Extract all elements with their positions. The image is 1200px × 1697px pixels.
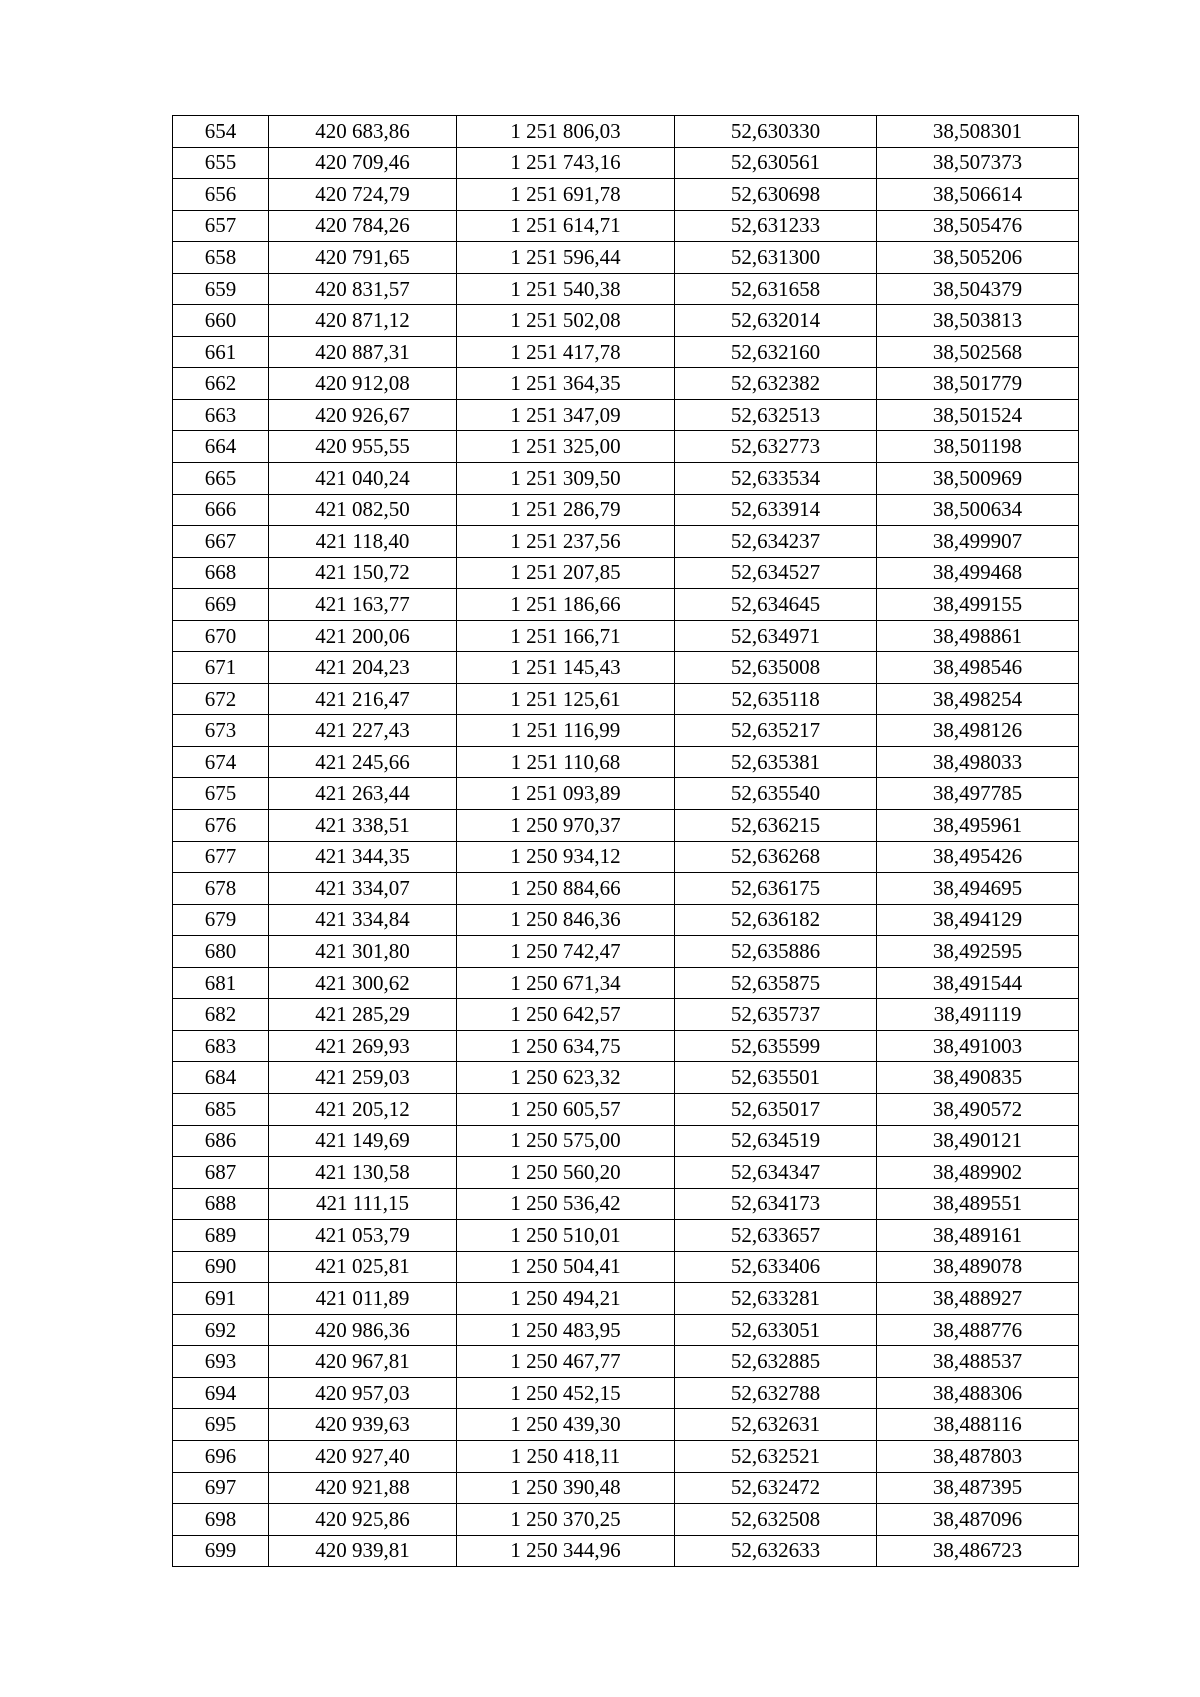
cell-x-coordinate: 421 338,51 [269,810,457,842]
table-row [173,1093,1079,1125]
cell-point-number: 656 [173,179,269,211]
cell-latitude: 52,635118 [675,683,877,715]
cell-longitude: 38,494695 [877,873,1079,905]
cell-point-number: 691 [173,1283,269,1315]
cell-latitude: 52,636175 [675,873,877,905]
cell-point-number: 675 [173,778,269,810]
table-row [173,399,1079,431]
cell-y-coordinate: 1 251 417,78 [457,336,675,368]
table-row [173,1125,1079,1157]
cell-latitude: 52,633281 [675,1283,877,1315]
cell-point-number: 684 [173,1062,269,1094]
cell-point-number: 658 [173,242,269,274]
cell-longitude: 38,491003 [877,1030,1079,1062]
cell-longitude: 38,490835 [877,1062,1079,1094]
table-row [173,1251,1079,1283]
table-row [173,1472,1079,1504]
cell-y-coordinate: 1 250 560,20 [457,1157,675,1189]
cell-x-coordinate: 420 939,81 [269,1535,457,1567]
cell-latitude: 52,634527 [675,557,877,589]
table-row [173,179,1079,211]
cell-y-coordinate: 1 251 691,78 [457,179,675,211]
cell-x-coordinate: 420 986,36 [269,1314,457,1346]
cell-x-coordinate: 420 887,31 [269,336,457,368]
cell-x-coordinate: 421 163,77 [269,589,457,621]
cell-longitude: 38,489902 [877,1157,1079,1189]
cell-x-coordinate: 421 344,35 [269,841,457,873]
cell-x-coordinate: 420 709,46 [269,147,457,179]
cell-point-number: 670 [173,620,269,652]
cell-latitude: 52,632513 [675,399,877,431]
table-row [173,526,1079,558]
cell-point-number: 696 [173,1440,269,1472]
cell-x-coordinate: 421 216,47 [269,683,457,715]
table-row [173,873,1079,905]
cell-latitude: 52,636268 [675,841,877,873]
cell-longitude: 38,507373 [877,147,1079,179]
cell-point-number: 669 [173,589,269,621]
cell-longitude: 38,505206 [877,242,1079,274]
cell-x-coordinate: 421 300,62 [269,967,457,999]
cell-x-coordinate: 421 334,84 [269,904,457,936]
cell-y-coordinate: 1 250 452,15 [457,1377,675,1409]
cell-latitude: 52,630330 [675,116,877,148]
cell-y-coordinate: 1 251 540,38 [457,273,675,305]
cell-x-coordinate: 420 967,81 [269,1346,457,1378]
table-row [173,652,1079,684]
table-row [173,116,1079,148]
cell-y-coordinate: 1 251 309,50 [457,463,675,495]
table-row [173,936,1079,968]
cell-longitude: 38,488927 [877,1283,1079,1315]
table-row [173,557,1079,589]
cell-longitude: 38,491119 [877,999,1079,1031]
cell-longitude: 38,488116 [877,1409,1079,1441]
cell-y-coordinate: 1 251 614,71 [457,210,675,242]
cell-longitude: 38,503813 [877,305,1079,337]
table-row [173,1440,1079,1472]
cell-y-coordinate: 1 250 605,57 [457,1093,675,1125]
cell-y-coordinate: 1 251 207,85 [457,557,675,589]
table-row [173,1030,1079,1062]
cell-latitude: 52,632508 [675,1504,877,1536]
cell-latitude: 52,630698 [675,179,877,211]
table-row [173,683,1079,715]
cell-longitude: 38,487395 [877,1472,1079,1504]
cell-latitude: 52,633051 [675,1314,877,1346]
table-row [173,904,1079,936]
table-row [173,841,1079,873]
cell-y-coordinate: 1 250 370,25 [457,1504,675,1536]
cell-longitude: 38,499907 [877,526,1079,558]
table-row [173,1535,1079,1567]
cell-y-coordinate: 1 250 510,01 [457,1220,675,1252]
cell-y-coordinate: 1 251 502,08 [457,305,675,337]
cell-longitude: 38,495961 [877,810,1079,842]
cell-point-number: 692 [173,1314,269,1346]
cell-point-number: 654 [173,116,269,148]
cell-y-coordinate: 1 250 344,96 [457,1535,675,1567]
coordinates-table [172,115,1079,1567]
cell-point-number: 674 [173,746,269,778]
cell-point-number: 698 [173,1504,269,1536]
cell-point-number: 695 [173,1409,269,1441]
cell-longitude: 38,489551 [877,1188,1079,1220]
coordinates-table-body [173,116,1079,1567]
cell-longitude: 38,506614 [877,179,1079,211]
cell-latitude: 52,635217 [675,715,877,747]
cell-longitude: 38,490121 [877,1125,1079,1157]
cell-y-coordinate: 1 251 806,03 [457,116,675,148]
cell-y-coordinate: 1 250 575,00 [457,1125,675,1157]
cell-y-coordinate: 1 251 347,09 [457,399,675,431]
table-row [173,1283,1079,1315]
cell-x-coordinate: 421 204,23 [269,652,457,684]
cell-point-number: 677 [173,841,269,873]
cell-point-number: 657 [173,210,269,242]
cell-longitude: 38,488537 [877,1346,1079,1378]
cell-longitude: 38,486723 [877,1535,1079,1567]
cell-latitude: 52,634971 [675,620,877,652]
cell-y-coordinate: 1 250 642,57 [457,999,675,1031]
cell-point-number: 665 [173,463,269,495]
cell-y-coordinate: 1 251 125,61 [457,683,675,715]
cell-longitude: 38,508301 [877,116,1079,148]
cell-latitude: 52,636215 [675,810,877,842]
table-row [173,589,1079,621]
cell-latitude: 52,631300 [675,242,877,274]
cell-point-number: 680 [173,936,269,968]
cell-x-coordinate: 421 245,66 [269,746,457,778]
cell-y-coordinate: 1 250 742,47 [457,936,675,968]
cell-point-number: 685 [173,1093,269,1125]
table-row [173,210,1079,242]
table-row [173,1220,1079,1252]
cell-x-coordinate: 420 927,40 [269,1440,457,1472]
cell-longitude: 38,505476 [877,210,1079,242]
cell-y-coordinate: 1 250 390,48 [457,1472,675,1504]
cell-latitude: 52,635540 [675,778,877,810]
table-row [173,620,1079,652]
cell-x-coordinate: 420 955,55 [269,431,457,463]
table-row [173,810,1079,842]
cell-longitude: 38,501198 [877,431,1079,463]
cell-longitude: 38,499468 [877,557,1079,589]
table-row [173,778,1079,810]
cell-longitude: 38,488306 [877,1377,1079,1409]
cell-point-number: 672 [173,683,269,715]
cell-y-coordinate: 1 250 418,11 [457,1440,675,1472]
cell-point-number: 688 [173,1188,269,1220]
cell-latitude: 52,636182 [675,904,877,936]
cell-latitude: 52,634173 [675,1188,877,1220]
cell-x-coordinate: 421 259,03 [269,1062,457,1094]
cell-y-coordinate: 1 250 634,75 [457,1030,675,1062]
cell-y-coordinate: 1 250 439,30 [457,1409,675,1441]
cell-longitude: 38,500969 [877,463,1079,495]
cell-longitude: 38,487803 [877,1440,1079,1472]
cell-x-coordinate: 421 130,58 [269,1157,457,1189]
cell-latitude: 52,631233 [675,210,877,242]
cell-latitude: 52,632014 [675,305,877,337]
cell-point-number: 699 [173,1535,269,1567]
cell-latitude: 52,632472 [675,1472,877,1504]
cell-x-coordinate: 420 957,03 [269,1377,457,1409]
cell-x-coordinate: 421 227,43 [269,715,457,747]
cell-x-coordinate: 421 285,29 [269,999,457,1031]
cell-point-number: 655 [173,147,269,179]
table-row [173,336,1079,368]
cell-latitude: 52,630561 [675,147,877,179]
cell-latitude: 52,634347 [675,1157,877,1189]
cell-point-number: 662 [173,368,269,400]
cell-longitude: 38,498861 [877,620,1079,652]
table-row [173,431,1079,463]
cell-x-coordinate: 421 118,40 [269,526,457,558]
cell-latitude: 52,635599 [675,1030,877,1062]
cell-latitude: 52,635381 [675,746,877,778]
cell-point-number: 690 [173,1251,269,1283]
cell-x-coordinate: 421 053,79 [269,1220,457,1252]
cell-point-number: 686 [173,1125,269,1157]
cell-y-coordinate: 1 250 846,36 [457,904,675,936]
cell-longitude: 38,501524 [877,399,1079,431]
cell-point-number: 683 [173,1030,269,1062]
cell-y-coordinate: 1 250 970,37 [457,810,675,842]
cell-point-number: 659 [173,273,269,305]
table-row [173,242,1079,274]
table-row [173,1157,1079,1189]
cell-x-coordinate: 421 149,69 [269,1125,457,1157]
table-row [173,1314,1079,1346]
cell-longitude: 38,498254 [877,683,1079,715]
cell-longitude: 38,498033 [877,746,1079,778]
cell-longitude: 38,498126 [877,715,1079,747]
cell-y-coordinate: 1 250 884,66 [457,873,675,905]
cell-x-coordinate: 421 205,12 [269,1093,457,1125]
cell-latitude: 52,631658 [675,273,877,305]
cell-latitude: 52,635875 [675,967,877,999]
cell-point-number: 693 [173,1346,269,1378]
cell-longitude: 38,489078 [877,1251,1079,1283]
cell-point-number: 678 [173,873,269,905]
cell-point-number: 673 [173,715,269,747]
cell-x-coordinate: 420 724,79 [269,179,457,211]
cell-y-coordinate: 1 251 743,16 [457,147,675,179]
cell-latitude: 52,635008 [675,652,877,684]
cell-x-coordinate: 421 111,15 [269,1188,457,1220]
cell-y-coordinate: 1 251 596,44 [457,242,675,274]
cell-x-coordinate: 420 683,86 [269,116,457,148]
cell-y-coordinate: 1 251 145,43 [457,652,675,684]
cell-latitude: 52,632773 [675,431,877,463]
cell-y-coordinate: 1 250 467,77 [457,1346,675,1378]
cell-point-number: 660 [173,305,269,337]
table-row [173,746,1079,778]
cell-latitude: 52,633534 [675,463,877,495]
table-row [173,463,1079,495]
cell-latitude: 52,634645 [675,589,877,621]
cell-y-coordinate: 1 251 325,00 [457,431,675,463]
cell-y-coordinate: 1 251 237,56 [457,526,675,558]
cell-point-number: 679 [173,904,269,936]
cell-y-coordinate: 1 251 093,89 [457,778,675,810]
cell-y-coordinate: 1 251 186,66 [457,589,675,621]
cell-longitude: 38,488776 [877,1314,1079,1346]
cell-point-number: 671 [173,652,269,684]
cell-latitude: 52,632885 [675,1346,877,1378]
cell-y-coordinate: 1 250 934,12 [457,841,675,873]
cell-point-number: 661 [173,336,269,368]
cell-point-number: 689 [173,1220,269,1252]
cell-x-coordinate: 420 871,12 [269,305,457,337]
cell-x-coordinate: 421 301,80 [269,936,457,968]
cell-latitude: 52,635501 [675,1062,877,1094]
table-row [173,967,1079,999]
cell-latitude: 52,632788 [675,1377,877,1409]
cell-x-coordinate: 421 263,44 [269,778,457,810]
cell-longitude: 38,497785 [877,778,1079,810]
cell-point-number: 681 [173,967,269,999]
cell-longitude: 38,500634 [877,494,1079,526]
cell-x-coordinate: 421 334,07 [269,873,457,905]
cell-point-number: 687 [173,1157,269,1189]
cell-x-coordinate: 421 040,24 [269,463,457,495]
cell-longitude: 38,492595 [877,936,1079,968]
cell-point-number: 697 [173,1472,269,1504]
cell-longitude: 38,498546 [877,652,1079,684]
cell-y-coordinate: 1 250 504,41 [457,1251,675,1283]
cell-point-number: 682 [173,999,269,1031]
cell-y-coordinate: 1 250 623,32 [457,1062,675,1094]
cell-latitude: 52,632382 [675,368,877,400]
cell-latitude: 52,634519 [675,1125,877,1157]
cell-latitude: 52,635017 [675,1093,877,1125]
cell-point-number: 667 [173,526,269,558]
cell-x-coordinate: 421 082,50 [269,494,457,526]
cell-y-coordinate: 1 251 166,71 [457,620,675,652]
table-row [173,715,1079,747]
cell-x-coordinate: 421 150,72 [269,557,457,589]
cell-x-coordinate: 421 011,89 [269,1283,457,1315]
table-row [173,1188,1079,1220]
cell-point-number: 676 [173,810,269,842]
table-row [173,1409,1079,1441]
cell-y-coordinate: 1 251 286,79 [457,494,675,526]
cell-y-coordinate: 1 250 483,95 [457,1314,675,1346]
cell-x-coordinate: 420 912,08 [269,368,457,400]
table-row [173,368,1079,400]
cell-x-coordinate: 420 926,67 [269,399,457,431]
cell-y-coordinate: 1 251 364,35 [457,368,675,400]
cell-longitude: 38,499155 [877,589,1079,621]
table-row [173,305,1079,337]
cell-longitude: 38,491544 [877,967,1079,999]
cell-latitude: 52,635886 [675,936,877,968]
cell-y-coordinate: 1 251 116,99 [457,715,675,747]
cell-longitude: 38,494129 [877,904,1079,936]
table-row [173,147,1079,179]
table-row [173,1377,1079,1409]
cell-longitude: 38,504379 [877,273,1079,305]
table-row [173,494,1079,526]
cell-latitude: 52,632631 [675,1409,877,1441]
cell-x-coordinate: 421 269,93 [269,1030,457,1062]
cell-x-coordinate: 420 921,88 [269,1472,457,1504]
cell-point-number: 694 [173,1377,269,1409]
cell-point-number: 668 [173,557,269,589]
cell-x-coordinate: 421 200,06 [269,620,457,652]
cell-longitude: 38,495426 [877,841,1079,873]
cell-x-coordinate: 420 791,65 [269,242,457,274]
cell-latitude: 52,633406 [675,1251,877,1283]
cell-longitude: 38,487096 [877,1504,1079,1536]
cell-point-number: 666 [173,494,269,526]
cell-x-coordinate: 420 925,86 [269,1504,457,1536]
cell-y-coordinate: 1 250 536,42 [457,1188,675,1220]
table-row [173,1504,1079,1536]
cell-longitude: 38,489161 [877,1220,1079,1252]
table-row [173,1346,1079,1378]
cell-y-coordinate: 1 251 110,68 [457,746,675,778]
cell-latitude: 52,632633 [675,1535,877,1567]
cell-x-coordinate: 420 939,63 [269,1409,457,1441]
cell-x-coordinate: 421 025,81 [269,1251,457,1283]
cell-latitude: 52,635737 [675,999,877,1031]
table-row [173,999,1079,1031]
cell-latitude: 52,632160 [675,336,877,368]
cell-longitude: 38,490572 [877,1093,1079,1125]
cell-latitude: 52,633657 [675,1220,877,1252]
cell-point-number: 663 [173,399,269,431]
cell-latitude: 52,632521 [675,1440,877,1472]
cell-longitude: 38,501779 [877,368,1079,400]
table-row [173,273,1079,305]
cell-latitude: 52,634237 [675,526,877,558]
cell-y-coordinate: 1 250 671,34 [457,967,675,999]
table-row [173,1062,1079,1094]
cell-x-coordinate: 420 831,57 [269,273,457,305]
cell-longitude: 38,502568 [877,336,1079,368]
cell-latitude: 52,633914 [675,494,877,526]
cell-y-coordinate: 1 250 494,21 [457,1283,675,1315]
cell-point-number: 664 [173,431,269,463]
cell-x-coordinate: 420 784,26 [269,210,457,242]
